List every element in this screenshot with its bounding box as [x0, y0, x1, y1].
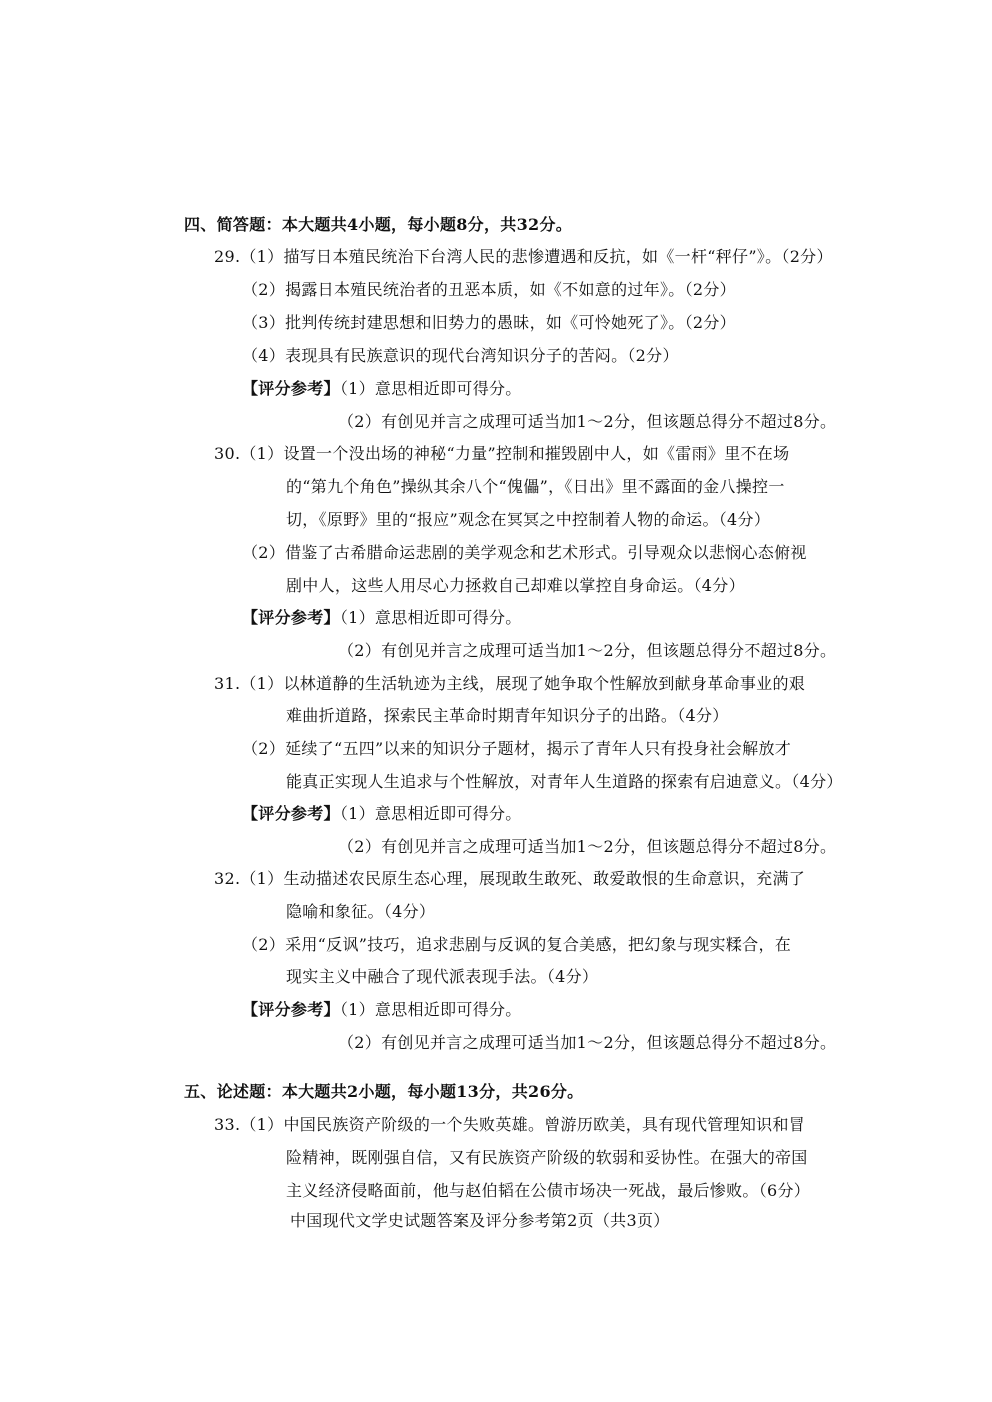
q30-ref-1-text: （1）意思相近即可得分。 — [339, 608, 522, 627]
q29-number: 29. — [214, 247, 241, 266]
q30-scoring-ref-1 — [242, 607, 522, 629]
q30-line-5: 剧中人，这些人用尽心力拯救自己却难以掌控自身命运。（4分） — [286, 576, 745, 595]
q33-line-3: 主义经济侵略面前，他与赵伯韬在公债市场决一死战，最后惨败。（6分） — [286, 1181, 811, 1200]
page-footer: 中国现代文学史试题答案及评分参考第2页（共3页） — [290, 1211, 670, 1230]
q32-text-1: （1）生动描述农民原生态心理，展现敢生敢死、敢爱敢恨的生命意识，充满了 — [240, 869, 806, 888]
q30-scoring-ref-2: （2）有创见并言之成理可适当加1～2分，但该题总得分不超过8分。 — [338, 641, 837, 660]
q32-number: 32. — [214, 869, 241, 888]
q32-ref-1-text: （1）意思相近即可得分。 — [339, 1000, 522, 1019]
q31-line-3: （2）延续了“五四”以来的知识分子题材，揭示了青年人只有投身社会解放才 — [242, 739, 792, 758]
q33-line-1 — [214, 1114, 805, 1136]
q31-scoring-ref-1 — [242, 803, 522, 825]
q30-text-1: （1）设置一个没出场的神秘“力量”控制和摧毁剧中人，如《雷雨》里不在场 — [240, 444, 790, 463]
q31-scoring-tag: 【评分参考】 — [242, 804, 340, 823]
q29-line-2: （2）揭露日本殖民统治者的丑恶本质，如《不如意的过年》。（2分） — [242, 280, 736, 299]
q30-line-2: 的“第九个角色”操纵其余八个“傀儡”，《日出》里不露面的金八操控一 — [286, 477, 785, 496]
q31-ref-1-text: （1）意思相近即可得分。 — [339, 804, 522, 823]
q29-text-1: （1）描写日本殖民统治下台湾人民的悲惨遭遇和反抗，如《一杆“秤仔”》。（2分） — [240, 247, 833, 266]
section-5-label: 五、论述题： — [184, 1082, 282, 1101]
q29-line-3: （3）批判传统封建思想和旧势力的愚昧，如《可怜她死了》。（2分） — [242, 313, 736, 332]
q33-number: 33. — [214, 1115, 241, 1134]
q32-line-2: 隐喻和象征。（4分） — [286, 902, 436, 921]
q33-text-1: （1）中国民族资产阶级的一个失败英雄。曾游历欧美，具有现代管理知识和冒 — [240, 1115, 806, 1134]
q32-line-4: 现实主义中融合了现代派表现手法。（4分） — [286, 967, 599, 986]
q31-number: 31. — [214, 674, 241, 693]
section-4-text: 本大题共4小题，每小题8分，共32分。 — [281, 215, 573, 234]
q31-line-2: 难曲折道路，探索民主革命时期青年知识分子的出路。（4分） — [286, 706, 729, 725]
q32-scoring-ref-2: （2）有创见并言之成理可适当加1～2分，但该题总得分不超过8分。 — [338, 1033, 837, 1052]
q29-scoring-ref-2: （2）有创见并言之成理可适当加1～2分，但该题总得分不超过8分。 — [338, 412, 837, 431]
q30-line-1 — [214, 443, 789, 465]
section-4-heading — [184, 214, 572, 236]
q31-line-1 — [214, 673, 805, 695]
q29-line-4: （4）表现具有民族意识的现代台湾知识分子的苦闷。（2分） — [242, 346, 679, 365]
section-5-text: 本大题共2小题，每小题13分，共26分。 — [281, 1082, 584, 1101]
q29-ref-1-text: （1）意思相近即可得分。 — [339, 379, 522, 398]
q30-scoring-tag: 【评分参考】 — [242, 608, 340, 627]
q30-line-3: 切，《原野》里的“报应”观念在冥冥之中控制着人物的命运。（4分） — [286, 510, 771, 529]
q32-line-1 — [214, 868, 805, 890]
q32-line-3: （2）采用“反讽”技巧，追求悲剧与反讽的复合美感，把幻象与现实糅合，在 — [242, 935, 792, 954]
q30-line-4: （2）借鉴了古希腊命运悲剧的美学观念和艺术形式。引导观众以悲悯心态俯视 — [242, 543, 807, 562]
q30-number: 30. — [214, 444, 241, 463]
q29-line-1 — [214, 246, 833, 268]
q31-text-1: （1）以林道静的生活轨迹为主线，展现了她争取个性解放到献身革命事业的艰 — [240, 674, 806, 693]
q29-scoring-ref-1 — [242, 378, 522, 400]
q31-scoring-ref-2: （2）有创见并言之成理可适当加1～2分，但该题总得分不超过8分。 — [338, 837, 837, 856]
q32-scoring-tag: 【评分参考】 — [242, 1000, 340, 1019]
q33-line-2: 险精神，既刚强自信，又有民族资产阶级的软弱和妥协性。在强大的帝国 — [286, 1148, 808, 1167]
q29-scoring-tag: 【评分参考】 — [242, 379, 340, 398]
section-5-heading — [184, 1081, 583, 1103]
section-4-label: 四、简答题： — [184, 215, 282, 234]
q31-line-4: 能真正实现人生追求与个性解放，对青年人生道路的探索有启迪意义。（4分） — [286, 772, 843, 791]
q32-scoring-ref-1 — [242, 999, 522, 1021]
